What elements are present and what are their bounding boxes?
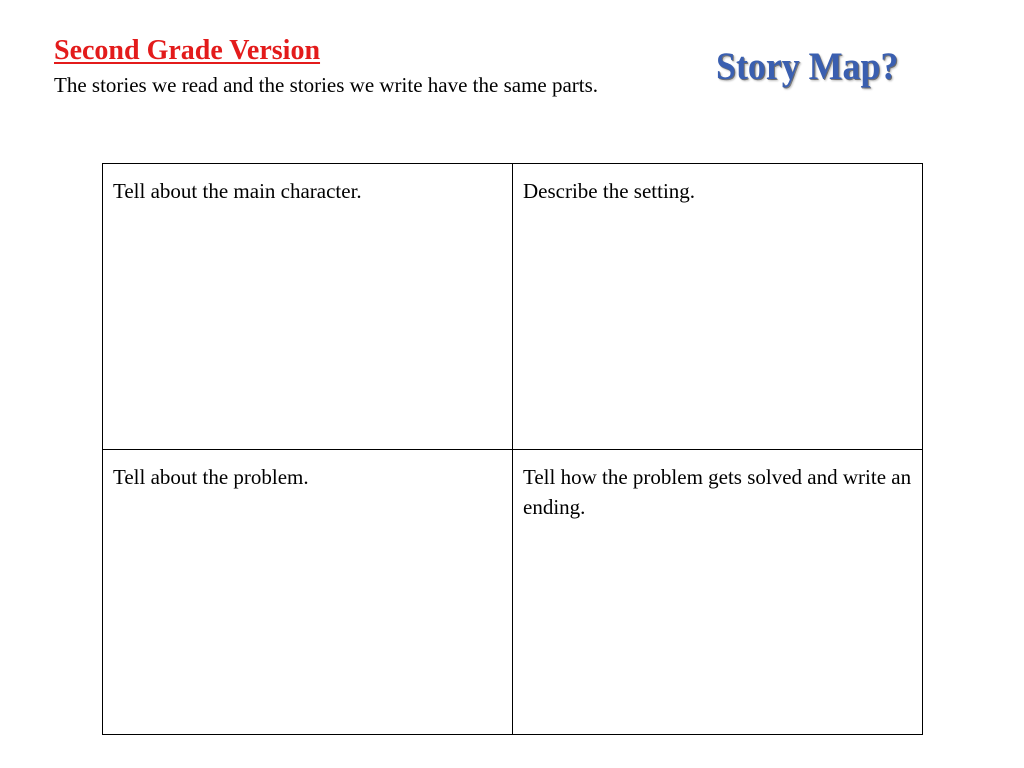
story-grid-row bbox=[103, 449, 923, 735]
header-block bbox=[54, 34, 614, 100]
story-map-grid bbox=[102, 163, 923, 735]
story-map-title: Story Map? bbox=[716, 45, 899, 88]
problem-cell[interactable]: Tell about the problem. bbox=[103, 449, 513, 735]
story-grid-row bbox=[103, 164, 923, 450]
solution-ending-cell[interactable]: Tell how the problem gets solved and write an ending. bbox=[513, 449, 923, 735]
intro-text: The stories we read and the stories we write have the same parts. bbox=[54, 73, 599, 97]
version-title: Second Grade Version bbox=[54, 35, 321, 66]
main-character-cell[interactable]: Tell about the main character. bbox=[103, 164, 513, 450]
setting-cell[interactable]: Describe the setting. bbox=[513, 164, 923, 450]
